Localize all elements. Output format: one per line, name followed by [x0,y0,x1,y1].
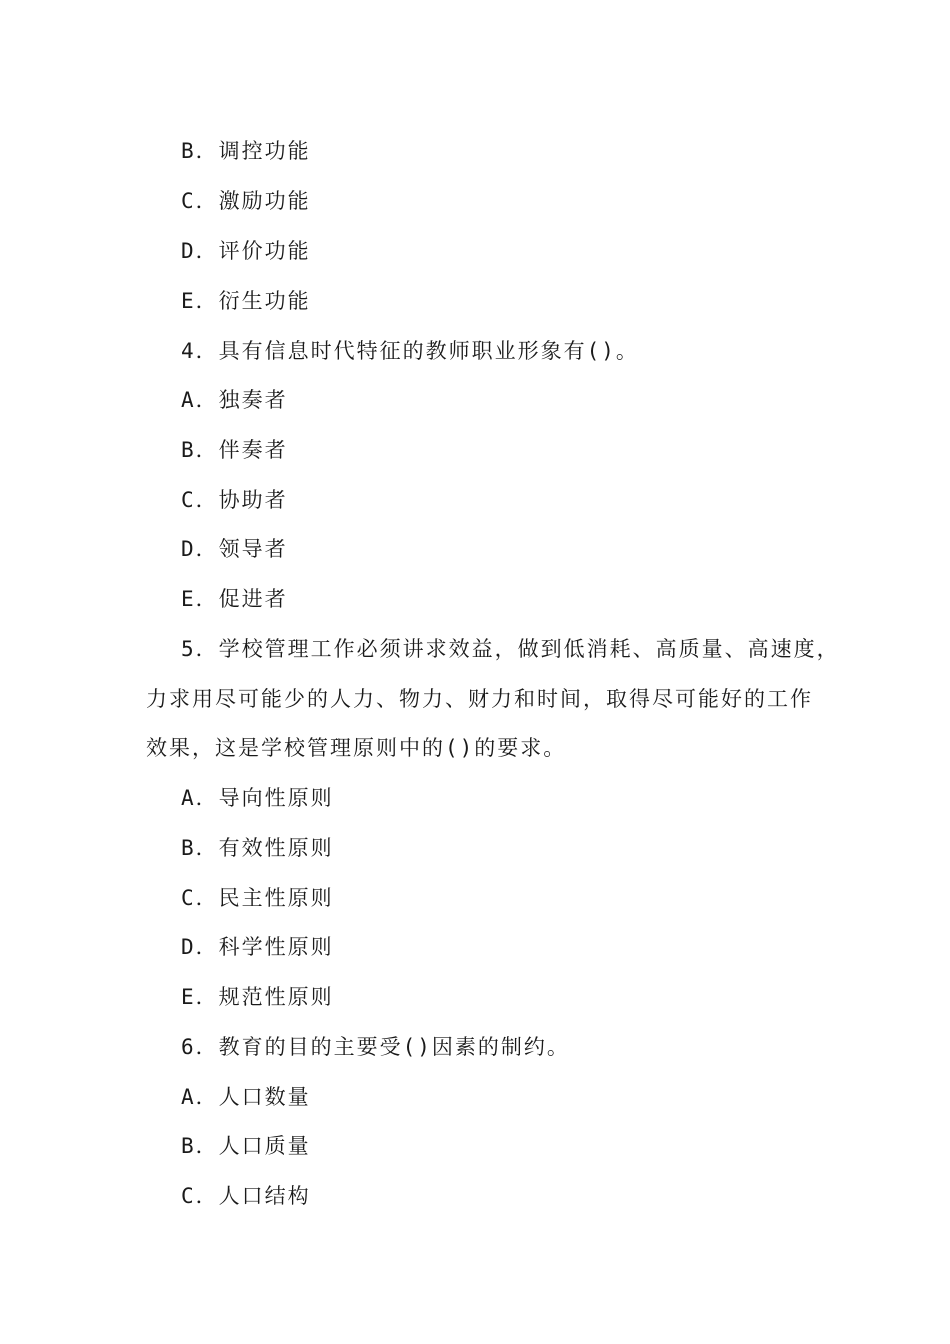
question-5-line-2: 力求用尽可能少的人力、物力、财力和时间，取得尽可能好的工作 [146,687,813,711]
question-4-option-c: C．协助者 [181,488,288,512]
question-4-option-e: E．促进者 [181,587,288,611]
question-6-option-a: A．人口数量 [181,1085,311,1109]
option-c-motivation: C．激励功能 [181,189,311,213]
option-b-regulation: B．调控功能 [181,139,311,163]
question-5-option-c: C．民主性原则 [181,886,334,910]
question-6: 6．教育的目的主要受()因素的制约。 [181,1035,570,1059]
question-5-option-d: D．科学性原则 [181,935,334,959]
question-4-option-d: D．领导者 [181,537,288,561]
question-4-option-a: A．独奏者 [181,388,288,412]
question-6-option-b: B．人口质量 [181,1134,311,1158]
question-5-line-1: 5．学校管理工作必须讲求效益，做到低消耗、高质量、高速度， [181,637,840,661]
question-4-option-b: B．伴奏者 [181,438,288,462]
option-e-derivative: E．衍生功能 [181,289,311,313]
question-5-option-a: A．导向性原则 [181,786,334,810]
question-6-option-c: C．人口结构 [181,1184,311,1208]
question-5-option-b: B．有效性原则 [181,836,334,860]
option-d-evaluation: D．评价功能 [181,239,311,263]
question-5-line-3: 效果，这是学校管理原则中的()的要求。 [146,736,567,760]
question-4: 4．具有信息时代特征的教师职业形象有()。 [181,339,639,363]
question-5-option-e: E．规范性原则 [181,985,334,1009]
